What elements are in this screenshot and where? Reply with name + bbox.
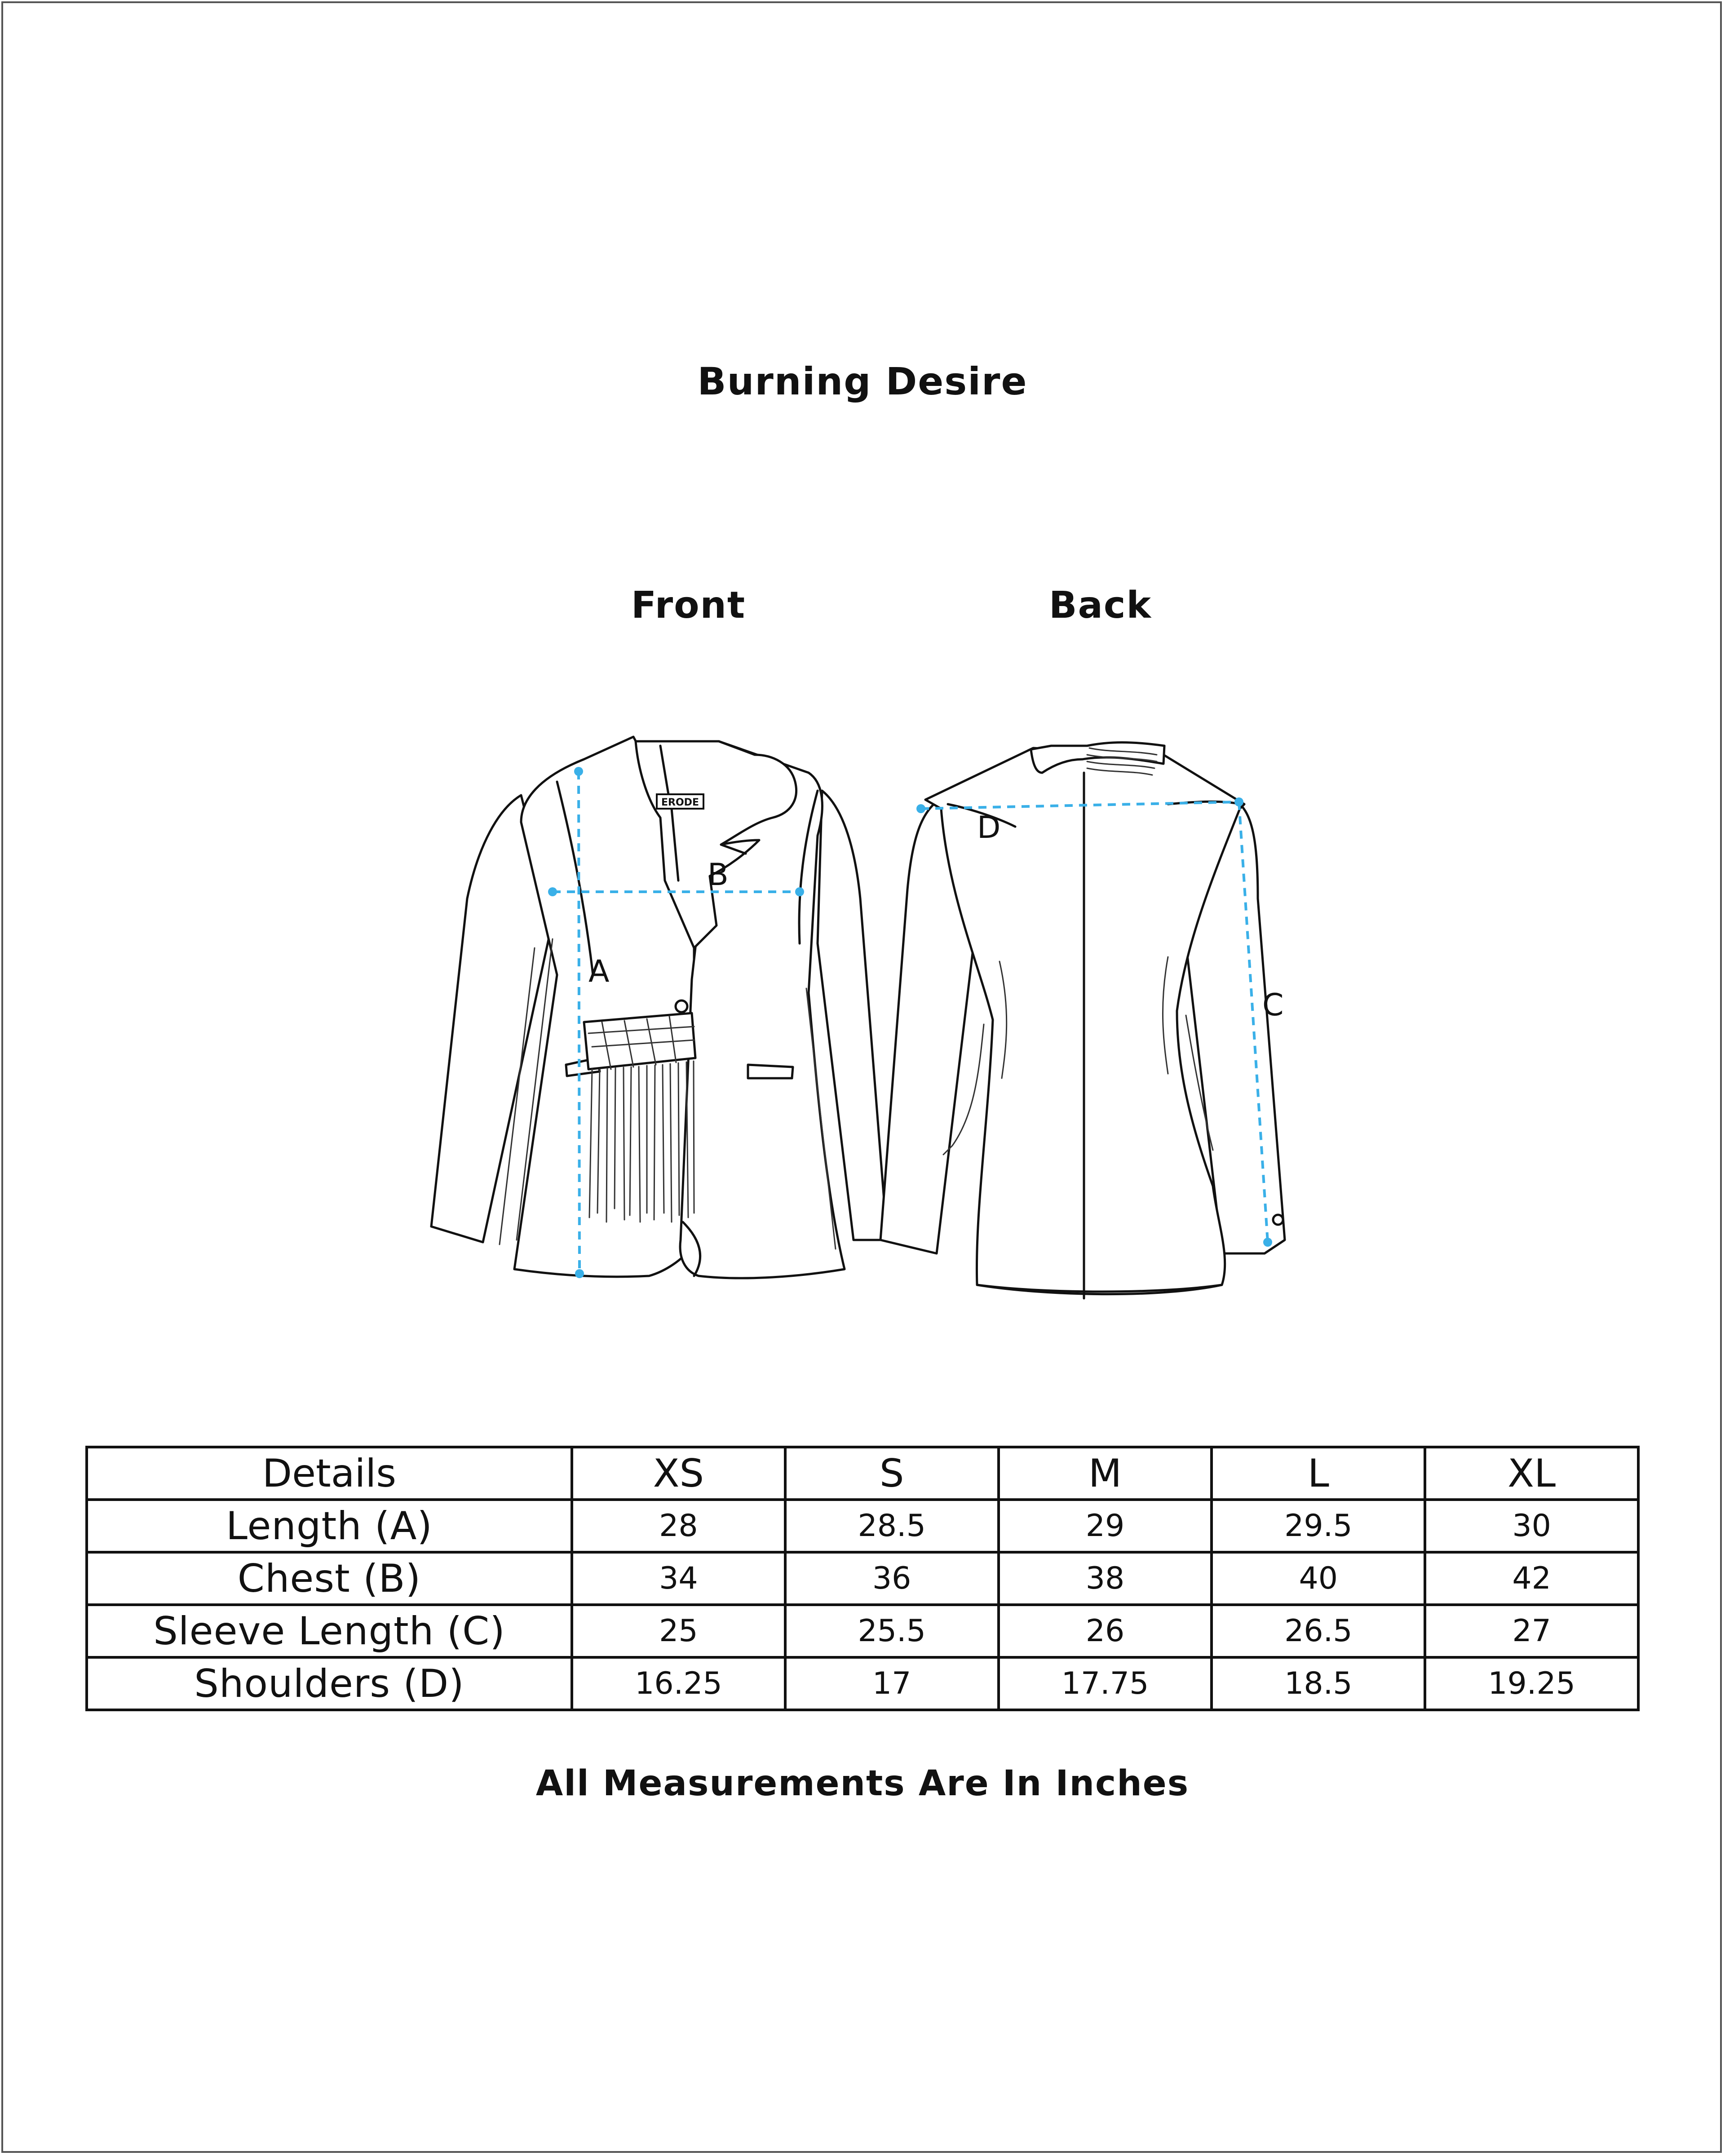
table-cell: 26: [999, 1605, 1212, 1657]
table-cell: 17: [785, 1657, 999, 1710]
measure-d-left: [916, 804, 925, 813]
table-cell: 25.5: [785, 1605, 999, 1657]
measure-a-top: [574, 767, 583, 776]
table-header-row: [87, 1447, 1638, 1500]
units-note: All Measurements Are In Inches: [535, 1763, 1190, 1804]
header-size-l: L: [1212, 1447, 1425, 1500]
table-cell: 42: [1425, 1552, 1638, 1605]
header-size-xs: XS: [572, 1447, 785, 1500]
table-cell: 28.5: [785, 1500, 999, 1552]
table-cell: 29: [999, 1500, 1212, 1552]
table-cell: 38: [999, 1552, 1212, 1605]
measure-label-d: D: [977, 810, 1001, 846]
table-row-length: [87, 1500, 1638, 1552]
table-cell: 28: [572, 1500, 785, 1552]
row-label: Sleeve Length (C): [87, 1605, 572, 1657]
row-label: Length (A): [87, 1500, 572, 1552]
table-row-chest: [87, 1552, 1638, 1605]
measure-b-right: [795, 887, 804, 896]
back-view-label: Back: [1049, 584, 1152, 627]
measure-a-bottom: [575, 1269, 584, 1278]
measure-b-left: [548, 887, 557, 896]
back-cuff-button: [1273, 1215, 1283, 1225]
front-jacket-illustration: [431, 737, 887, 1278]
header-size-m: M: [999, 1447, 1212, 1500]
table-cell: 29.5: [1212, 1500, 1425, 1552]
back-jacket-illustration: [880, 743, 1285, 1299]
header-size-s: S: [785, 1447, 999, 1500]
front-button: [676, 1001, 687, 1012]
measure-label-a: A: [588, 954, 610, 989]
table-cell: 19.25: [1425, 1657, 1638, 1710]
table-cell: 40: [1212, 1552, 1425, 1605]
row-label: Shoulders (D): [87, 1657, 572, 1710]
header-details: Details: [87, 1447, 572, 1500]
table-row-sleeve-length: [87, 1605, 1638, 1657]
table-cell: 27: [1425, 1605, 1638, 1657]
table-cell: 30: [1425, 1500, 1638, 1552]
brand-tag-text: ERODE: [661, 797, 699, 808]
table-row-shoulders: [87, 1657, 1638, 1710]
table-cell: 34: [572, 1552, 785, 1605]
table-cell: 16.25: [572, 1657, 785, 1710]
front-view-label: Front: [631, 584, 746, 627]
product-title: Burning Desire: [697, 359, 1028, 403]
measure-label-b: B: [708, 857, 729, 893]
table-cell: 18.5: [1212, 1657, 1425, 1710]
table-cell: 26.5: [1212, 1605, 1425, 1657]
table-cell: 25: [572, 1605, 785, 1657]
table-cell: 36: [785, 1552, 999, 1605]
row-label: Chest (B): [87, 1552, 572, 1605]
measure-label-c: C: [1262, 987, 1284, 1023]
measure-c-bottom: [1263, 1238, 1272, 1247]
size-chart-table: [85, 1446, 1640, 1711]
table-cell: 17.75: [999, 1657, 1212, 1710]
header-size-xl: XL: [1425, 1447, 1638, 1500]
